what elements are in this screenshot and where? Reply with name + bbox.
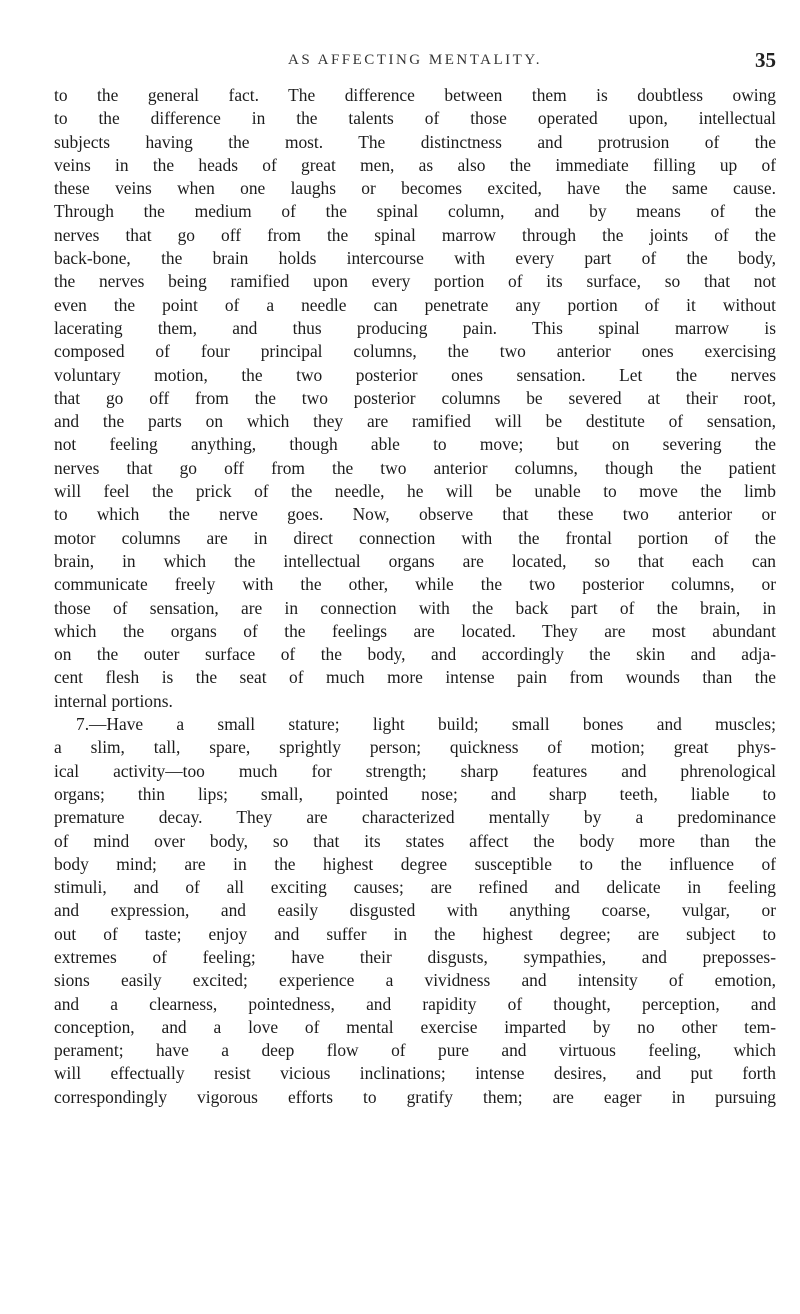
text-line: extremes of feeling; have their disgusts, sympathies, and preposses- — [54, 946, 776, 967]
text-line: sions easily excited; experience a vividness and intensity of emotion, — [54, 970, 776, 991]
text-line: conception, and a love of mental exercise imparted by no other tem- — [54, 1016, 776, 1037]
text-line: those of sensation, are in connection with the back part of the brain, in — [54, 597, 776, 618]
page-header — [54, 48, 776, 78]
text-line: organs; thin lips; small, pointed nose; and sharp teeth, liable to — [54, 783, 776, 804]
text-line: nerves that go off from the spinal marrow through the joints of the — [54, 224, 776, 245]
text-line: on the outer surface of the body, and accordingly the skin and adja- — [54, 644, 776, 665]
text-line: the nerves being ramified upon every portion of its surface, so that not — [54, 271, 776, 292]
text-line: 7.—Have a small stature; light build; small bones and muscles; — [76, 714, 776, 735]
text-line: even the point of a needle can penetrate any portion of it without — [54, 294, 776, 315]
text-line: to the general fact. The difference between them is doubtless owing — [54, 85, 776, 105]
text-line: body mind; are in the highest degree susceptible to the influence of — [54, 853, 776, 874]
text-line: communicate freely with the other, while the two posterior columns, or — [54, 574, 776, 595]
text-line: that go off from the two posterior columns be severed at their root, — [54, 387, 776, 408]
text-line: a slim, tall, spare, sprightly person; quickness of motion; great phys- — [54, 737, 776, 758]
text-line: ical activity—too much for strength; sharp features and phrenological — [54, 760, 776, 781]
text-line: to which the nerve goes. Now, observe that these two anterior or — [54, 504, 776, 525]
text-line: subjects having the most. The distinctness and protrusion of the — [54, 131, 776, 152]
text-line: perament; have a deep flow of pure and virtuous feeling, which — [54, 1040, 776, 1061]
text-line: lacerating them, and thus producing pain. This spinal marrow is — [54, 317, 776, 338]
text-line: of mind over body, so that its states affect the body more than the — [54, 830, 776, 851]
text-line: which the organs of the feelings are located. They are most abundant — [54, 620, 776, 641]
page-number: 35 — [755, 48, 776, 72]
text-line: to the difference in the talents of those operated upon, intellectual — [54, 108, 776, 129]
text-line: veins in the heads of great men, as also the immediate filling up of — [54, 154, 776, 175]
text-line: Through the medium of the spinal column, and by means of the — [54, 201, 776, 222]
text-line: nerves that go off from the two anterior columns, though the patient — [54, 457, 776, 478]
text-line: internal portions. — [54, 690, 173, 711]
body-text — [54, 84, 776, 1109]
text-line: and expression, and easily disgusted with anything coarse, vulgar, or — [54, 900, 776, 921]
text-line: will feel the prick of the needle, he will be unable to move the limb — [54, 481, 776, 502]
text-line: and a clearness, pointedness, and rapidity of thought, perception, and — [54, 993, 776, 1014]
text-line: voluntary motion, the two posterior ones sensation. Let the nerves — [54, 364, 776, 385]
text-line: stimuli, and of all exciting causes; are refined and delicate in feeling — [54, 877, 776, 898]
text-line: motor columns are in direct connection with the frontal portion of the — [54, 527, 776, 548]
text-line: correspondingly vigorous efforts to gratify them; are eager in pursuing — [54, 1086, 776, 1107]
text-line: not feeling anything, though able to move; but on severing the — [54, 434, 776, 455]
text-line: brain, in which the intellectual organs are located, so that each can — [54, 550, 776, 571]
text-line: back-bone, the brain holds intercourse with every part of the body, — [54, 248, 776, 269]
text-line: composed of four principal columns, the two anterior ones exercising — [54, 341, 776, 362]
text-line: and the parts on which they are ramified will be destitute of sensation, — [54, 411, 776, 432]
text-line: will effectually resist vicious inclinations; intense desires, and put forth — [54, 1063, 776, 1084]
text-line: premature decay. They are characterized mentally by a predominance — [54, 807, 776, 828]
text-line: these veins when one laughs or becomes excited, have the same cause. — [54, 178, 776, 199]
text-line: out of taste; enjoy and suffer in the highest degree; are subject to — [54, 923, 776, 944]
running-title: AS AFFECTING MENTALITY. — [288, 52, 542, 68]
text-line: cent flesh is the seat of much more intense pain from wounds than the — [54, 667, 776, 688]
